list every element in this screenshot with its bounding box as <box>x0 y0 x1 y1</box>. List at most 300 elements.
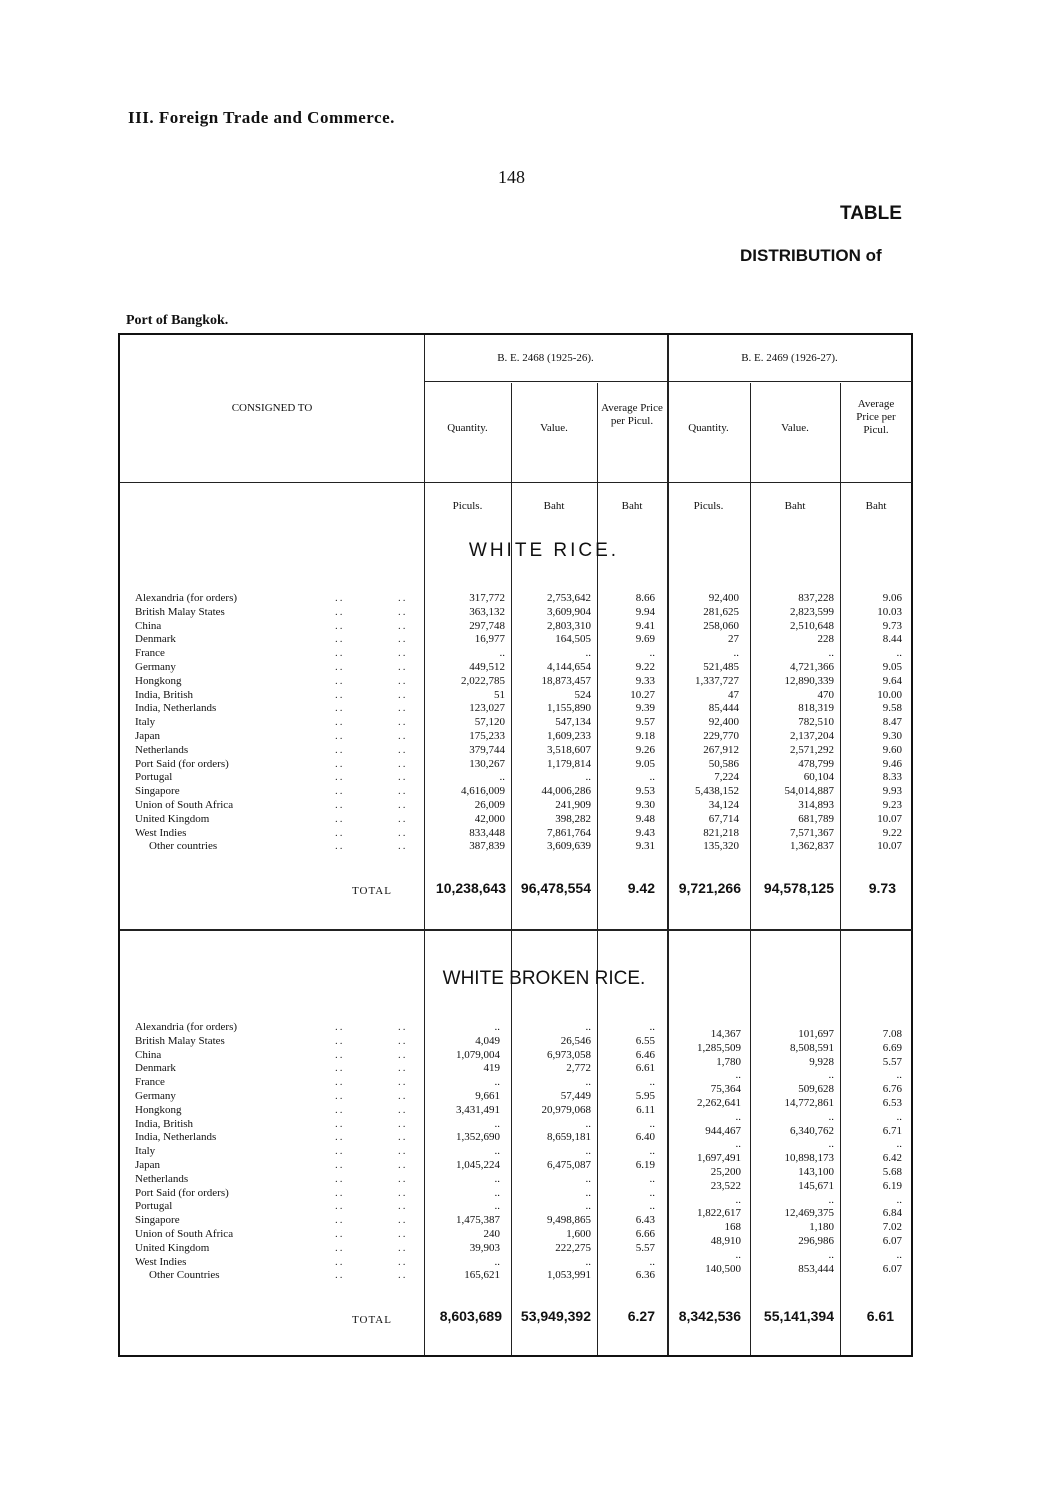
cell: 9.26 <box>635 743 655 756</box>
cell: 2,262,641 <box>697 1096 741 1109</box>
country-name: Italy <box>135 1145 156 1158</box>
cell: .. <box>499 647 505 660</box>
white-broken-rice-heading: WHITE BROKEN RICE. <box>442 968 646 989</box>
cell: 2,137,204 <box>790 729 834 742</box>
y1-value-unit: Baht <box>543 500 565 512</box>
cell: 9.73 <box>882 619 902 632</box>
cell: 14,772,861 <box>784 1096 834 1109</box>
white-rice-total-y2-value: 94,578,125 <box>763 880 834 896</box>
cell: 2,571,292 <box>790 743 834 756</box>
cell: 3,609,904 <box>547 605 591 618</box>
cell: 3,431,491 <box>456 1103 500 1116</box>
cell: 2,823,599 <box>790 605 834 618</box>
cell: 10,898,173 <box>784 1152 834 1165</box>
y1-value-heading: Value. <box>540 422 568 434</box>
broken-rice-total-y2-avg: 6.61 <box>866 1308 894 1324</box>
country-name: Japan <box>135 729 161 742</box>
cell: 34,124 <box>708 798 739 811</box>
cell: 165,621 <box>464 1269 500 1282</box>
cell: .. <box>585 647 591 660</box>
cell: 57,449 <box>560 1089 591 1102</box>
white-rice-y2-value-col <box>750 592 834 854</box>
cell: 5.57 <box>635 1241 655 1254</box>
cell: 130,267 <box>469 757 505 770</box>
cell: 1,337,727 <box>695 674 739 687</box>
country-name: Netherlands <box>135 1172 189 1185</box>
cell: 9.94 <box>635 605 655 618</box>
cell: 9.39 <box>635 702 655 715</box>
cell: .. <box>585 1117 591 1130</box>
broken-rice-y2-quantity-col <box>667 1028 741 1276</box>
cell: .. <box>896 647 902 660</box>
cell: 54,014,887 <box>784 785 834 798</box>
cell: 1,079,004 <box>456 1048 500 1061</box>
cell: 9.46 <box>882 757 902 770</box>
cell: 3,609,639 <box>547 840 591 853</box>
country-name: Germany <box>135 1089 176 1102</box>
cell: 26,546 <box>560 1034 591 1047</box>
cell: 26,009 <box>474 798 505 811</box>
cell: .. <box>649 1021 655 1033</box>
cell: 2,772 <box>566 1062 591 1075</box>
cell: 1,045,224 <box>456 1158 500 1171</box>
cell: 267,912 <box>703 743 739 756</box>
cell: 12,469,375 <box>784 1207 834 1220</box>
white-rice-total-y1-quantity: 10,238,643 <box>435 880 506 896</box>
cell: .. <box>585 1076 591 1089</box>
y1-avg-heading: Average Price per Picul. <box>601 402 663 427</box>
cell: 1,352,690 <box>456 1131 500 1144</box>
cell: .. <box>499 771 505 784</box>
leader-dots: .. .. .. .. .. .. .. .. .. .. .. .. .. .. .. .. .. .. .. <box>335 592 345 853</box>
cell: 1,780 <box>716 1055 741 1068</box>
cell: 75,364 <box>710 1083 741 1096</box>
cell: 470 <box>817 688 834 701</box>
cell: 681,789 <box>798 812 834 825</box>
cell: .. <box>735 1193 741 1206</box>
cell: 27 <box>728 633 739 646</box>
cell: 9.64 <box>882 674 902 687</box>
cell: 9.30 <box>635 798 655 811</box>
cell: 7,224 <box>714 771 739 784</box>
country-name: India, British <box>135 688 194 701</box>
white-rice-total-y2-avg: 9.73 <box>868 880 896 896</box>
white-rice-country-list <box>135 592 237 854</box>
cell: .. <box>585 1145 591 1158</box>
cell: 9.22 <box>635 660 655 673</box>
cell: .. <box>649 1076 655 1089</box>
y2-quantity-unit: Piculs. <box>693 500 724 512</box>
cell: 8,659,181 <box>547 1131 591 1144</box>
cell: .. <box>828 647 834 660</box>
country-name: Netherlands <box>135 743 189 756</box>
cell: .. <box>828 1138 834 1151</box>
cell: 6.07 <box>882 1262 902 1275</box>
cell: 145,671 <box>798 1179 834 1192</box>
cell: 4,616,009 <box>461 785 505 798</box>
cell: 5.57 <box>882 1055 902 1068</box>
cell: 9,928 <box>809 1055 834 1068</box>
country-name: Port Said (for orders) <box>135 757 229 770</box>
cell: 419 <box>483 1062 500 1075</box>
cell: 2,510,648 <box>790 619 834 632</box>
cell: 6.11 <box>636 1103 655 1116</box>
broken-rice-total-y2-value: 55,141,394 <box>763 1308 834 1324</box>
cell: 3,518,607 <box>547 743 591 756</box>
country-name: Portugal <box>135 1200 173 1213</box>
cell: 10.00 <box>877 688 902 701</box>
cell: 4,049 <box>475 1034 500 1047</box>
cell: .. <box>585 1200 591 1213</box>
white-rice-y2-avg-col <box>840 592 902 854</box>
broken-rice-total-y1-value: 53,949,392 <box>520 1308 591 1324</box>
country-name: Italy <box>135 716 156 729</box>
cell: 229,770 <box>703 729 739 742</box>
cell: 7,571,367 <box>790 826 834 839</box>
cell: 39,903 <box>469 1241 500 1254</box>
y1-quantity-heading: Quantity. <box>447 422 488 434</box>
broken-rice-y1-quantity-col <box>424 1021 500 1283</box>
country-name: Union of South Africa <box>135 1227 234 1240</box>
cell: 281,625 <box>703 605 739 618</box>
cell: 44,006,286 <box>541 785 591 798</box>
cell: .. <box>896 1248 902 1261</box>
page-number: 148 <box>498 167 525 187</box>
cell: 9.43 <box>635 826 655 839</box>
cell: 1,179,814 <box>547 757 591 770</box>
y2-value-heading: Value. <box>781 422 809 434</box>
cell: 6.66 <box>635 1227 655 1240</box>
cell: 1,475,387 <box>456 1214 500 1227</box>
y2-avg-unit: Baht <box>865 500 887 512</box>
country-name: British Malay States <box>135 605 225 618</box>
cell: 6.84 <box>882 1207 902 1220</box>
cell: 1,822,617 <box>697 1207 741 1220</box>
cell: 9.05 <box>635 757 655 770</box>
cell: 509,628 <box>798 1083 834 1096</box>
country-name: Singapore <box>135 785 180 798</box>
cell: 92,400 <box>708 716 739 729</box>
cell: 7.08 <box>882 1028 902 1040</box>
cell: 57,120 <box>474 716 505 729</box>
country-name: Alexandria (for orders) <box>135 592 238 604</box>
cell: .. <box>735 1248 741 1261</box>
country-name: Hongkong <box>135 1103 182 1116</box>
cell: 1,609,233 <box>547 729 591 742</box>
cell: 67,714 <box>708 812 739 825</box>
broken-rice-y2-value-col <box>750 1028 834 1276</box>
white-rice-y2-quantity-col <box>667 592 739 854</box>
country-name: Union of South Africa <box>135 798 234 811</box>
cell: 833,448 <box>469 826 505 839</box>
year1-heading: B. E. 2468 (1925-26). <box>497 352 594 364</box>
cell: 6,340,762 <box>790 1124 834 1137</box>
cell: 12,890,339 <box>784 674 834 687</box>
cell: 837,228 <box>798 592 834 604</box>
cell: 2,803,310 <box>547 619 591 632</box>
cell: 9.22 <box>882 826 902 839</box>
cell: .. <box>494 1021 500 1033</box>
cell: 228 <box>817 633 834 646</box>
cell: 379,744 <box>469 743 505 756</box>
y2-quantity-heading: Quantity. <box>688 422 729 434</box>
cell: 16,977 <box>474 633 505 646</box>
cell: 23,522 <box>710 1179 741 1192</box>
cell: 398,282 <box>555 812 591 825</box>
cell: 9.58 <box>882 702 902 715</box>
country-name: China <box>135 619 162 632</box>
cell: .. <box>649 771 655 784</box>
cell: 10.07 <box>877 812 902 825</box>
white-rice-total-y1-avg: 9.42 <box>627 880 655 896</box>
y1-quantity-unit: Piculs. <box>452 500 483 512</box>
country-name: West Indies <box>135 1255 187 1268</box>
cell: 8.33 <box>882 771 902 784</box>
cell: 387,839 <box>469 840 505 853</box>
cell: 10.07 <box>877 840 902 853</box>
white-rice-y1-avg-col <box>597 592 655 854</box>
cell: 143,100 <box>798 1165 834 1178</box>
cell: 123,027 <box>469 702 505 715</box>
cell: .. <box>733 647 739 660</box>
cell: 296,986 <box>798 1234 834 1247</box>
cell: 547,134 <box>555 716 591 729</box>
cell: 240 <box>483 1227 500 1240</box>
cell: 175,233 <box>469 729 505 742</box>
cell: 524 <box>574 688 591 701</box>
cell: 9.53 <box>635 785 655 798</box>
cell: 853,444 <box>798 1262 834 1275</box>
cell: .. <box>494 1186 500 1199</box>
cell: 101,697 <box>798 1028 834 1040</box>
cell: 818,319 <box>798 702 834 715</box>
cell: 6.36 <box>635 1269 655 1282</box>
cell: .. <box>649 1145 655 1158</box>
country-name: Singapore <box>135 1214 180 1227</box>
country-name: India, Netherlands <box>135 702 217 715</box>
country-name: Denmark <box>135 633 176 646</box>
cell: 25,200 <box>710 1165 741 1178</box>
cell: 4,721,366 <box>790 660 834 673</box>
leader-dots: .. .. .. .. .. .. .. .. .. .. .. .. .. .. .. .. .. .. .. <box>335 1021 345 1282</box>
leader-dots: .. .. .. .. .. .. .. .. .. .. .. .. .. .. .. .. .. .. .. <box>398 592 408 853</box>
broken-rice-total-y1-avg: 6.27 <box>627 1308 655 1324</box>
cell: 18,873,457 <box>541 674 591 687</box>
cell: 6.19 <box>635 1158 655 1171</box>
cell: 317,772 <box>469 592 505 604</box>
cell: .. <box>494 1145 500 1158</box>
white-rice-total-y2-quantity: 9,721,266 <box>678 880 741 896</box>
cell: .. <box>896 1069 902 1082</box>
cell: 782,510 <box>798 716 834 729</box>
cell: 42,000 <box>474 812 505 825</box>
country-name: India, Netherlands <box>135 1131 217 1144</box>
cell: 2,022,785 <box>461 674 505 687</box>
cell: 8,508,591 <box>790 1041 834 1054</box>
cell: .. <box>585 1021 591 1033</box>
cell: .. <box>585 1255 591 1268</box>
cell: .. <box>896 1110 902 1123</box>
cell: 5.95 <box>635 1089 655 1102</box>
cell: 9.30 <box>882 729 902 742</box>
cell: 1,285,509 <box>697 1041 741 1054</box>
cell: 9.69 <box>635 633 655 646</box>
country-name: Japan <box>135 1158 161 1171</box>
cell: 20,979,068 <box>541 1103 591 1116</box>
cell: 51 <box>494 688 505 701</box>
cell: 10.27 <box>630 688 655 701</box>
cell: .. <box>828 1069 834 1082</box>
cell: 48,910 <box>710 1234 741 1247</box>
cell: 168 <box>724 1221 741 1234</box>
cell: 1,180 <box>809 1221 834 1234</box>
distribution-label: DISTRIBUTION of <box>740 246 882 265</box>
country-name: West Indies <box>135 826 187 839</box>
cell: 6.19 <box>882 1179 902 1192</box>
country-name: China <box>135 1048 162 1061</box>
cell: 5.68 <box>882 1165 902 1178</box>
header-rule <box>424 381 912 382</box>
cell: 6.69 <box>882 1041 902 1054</box>
cell: 1,053,991 <box>547 1269 591 1282</box>
country-name: Other Countries <box>149 1269 220 1282</box>
cell: .. <box>649 1186 655 1199</box>
leader-dots: .. .. .. .. .. .. .. .. .. .. .. .. .. .. .. .. .. .. .. <box>398 1021 408 1282</box>
cell: 6.42 <box>882 1152 902 1165</box>
cell: .. <box>735 1110 741 1123</box>
country-name: Port Said (for orders) <box>135 1186 229 1199</box>
cell: 92,400 <box>708 592 739 604</box>
cell: 6.53 <box>882 1096 902 1109</box>
cell: 2,753,642 <box>547 592 591 604</box>
cell: 9.23 <box>882 798 902 811</box>
cell: 314,893 <box>798 798 834 811</box>
cell: .. <box>828 1248 834 1261</box>
country-name: United Kingdom <box>135 1241 210 1254</box>
cell: 9,498,865 <box>547 1214 591 1227</box>
year2-heading: B. E. 2469 (1926-27). <box>741 352 838 364</box>
cell: .. <box>649 1200 655 1213</box>
cell: 449,512 <box>469 660 505 673</box>
country-name: Other countries <box>149 840 218 853</box>
country-name: Alexandria (for orders) <box>135 1021 238 1033</box>
cell: .. <box>494 1200 500 1213</box>
cell: 6.43 <box>635 1214 655 1227</box>
header-rule <box>120 482 912 483</box>
broken-rice-y1-avg-col <box>597 1021 655 1283</box>
cell: 6,475,087 <box>547 1158 591 1171</box>
country-name: France <box>135 647 165 660</box>
country-name: France <box>135 1076 165 1089</box>
y1-avg-unit: Baht <box>621 500 643 512</box>
cell: 363,132 <box>469 605 505 618</box>
cell: 222,275 <box>555 1241 591 1254</box>
cell: .. <box>649 1172 655 1185</box>
cell: .. <box>649 1117 655 1130</box>
cell: 7,861,764 <box>547 826 591 839</box>
cell: .. <box>494 1117 500 1130</box>
cell: 6.71 <box>882 1124 902 1137</box>
cell: 9.48 <box>635 812 655 825</box>
cell: 478,799 <box>798 757 834 770</box>
cell: 9.41 <box>635 619 655 632</box>
table-label: TABLE <box>840 203 902 224</box>
broken-rice-total-y2-quantity: 8,342,536 <box>678 1308 741 1324</box>
country-name: Denmark <box>135 1062 176 1075</box>
country-name: Portugal <box>135 771 173 784</box>
cell: 9.60 <box>882 743 902 756</box>
cell: 9.31 <box>635 840 655 853</box>
cell: 6.40 <box>635 1131 655 1144</box>
broken-rice-total-label: TOTAL <box>352 1314 392 1326</box>
cell: 10.03 <box>877 605 902 618</box>
cell: 258,060 <box>703 619 739 632</box>
cell: 1,697,491 <box>697 1152 741 1165</box>
cell: 140,500 <box>705 1262 741 1275</box>
white-rice-y1-quantity-col <box>424 592 505 854</box>
cell: 6.07 <box>882 1234 902 1247</box>
consigned-to-heading: CONSIGNED TO <box>231 402 313 414</box>
cell: 9.57 <box>635 716 655 729</box>
cell: 821,218 <box>703 826 739 839</box>
cell: 6.46 <box>635 1048 655 1061</box>
cell: .. <box>828 1193 834 1206</box>
cell: 944,467 <box>705 1124 741 1137</box>
cell: 9.33 <box>635 674 655 687</box>
cell: 5,438,152 <box>695 785 739 798</box>
cell: .. <box>896 1193 902 1206</box>
broken-rice-total-y1-quantity: 8,603,689 <box>439 1308 502 1324</box>
y2-avg-heading: Average Price per Picul. <box>856 398 896 436</box>
cell: 9.06 <box>882 592 902 604</box>
cell: .. <box>649 1255 655 1268</box>
cell: 9.05 <box>882 660 902 673</box>
white-rice-heading: WHITE RICE. <box>468 540 620 561</box>
cell: 6,973,058 <box>547 1048 591 1061</box>
cell: .. <box>649 647 655 660</box>
cell: .. <box>494 1076 500 1089</box>
cell: 1,362,837 <box>790 840 834 853</box>
country-name: India, British <box>135 1117 194 1130</box>
cell: .. <box>585 1172 591 1185</box>
country-name: Hongkong <box>135 674 182 687</box>
port-label: Port of Bangkok. <box>126 313 229 328</box>
cell: 50,586 <box>708 757 739 770</box>
cell: .. <box>735 1138 741 1151</box>
cell: .. <box>494 1172 500 1185</box>
cell: .. <box>896 1138 902 1151</box>
cell: 8.66 <box>635 592 655 604</box>
cell: 297,748 <box>469 619 505 632</box>
cell: 164,505 <box>555 633 591 646</box>
cell: 6.76 <box>882 1083 902 1096</box>
cell: 9.18 <box>635 729 655 742</box>
cell: 8.47 <box>882 716 902 729</box>
cell: .. <box>585 1186 591 1199</box>
cell: 8.44 <box>882 633 902 646</box>
section-rule <box>120 929 912 931</box>
cell: 9.93 <box>882 785 902 798</box>
cell: 9,661 <box>475 1089 500 1102</box>
cell: .. <box>494 1255 500 1268</box>
cell: .. <box>735 1069 741 1082</box>
cell: 1,600 <box>566 1227 591 1240</box>
country-name: Germany <box>135 660 176 673</box>
cell: .. <box>828 1110 834 1123</box>
cell: 85,444 <box>708 702 739 715</box>
white-rice-y1-value-col <box>511 592 591 854</box>
cell: 14,367 <box>710 1028 741 1040</box>
